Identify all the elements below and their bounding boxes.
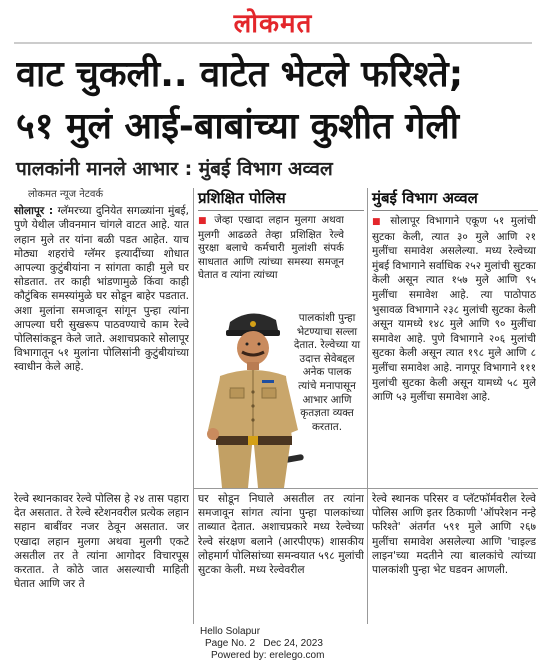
bullet-square-icon: ■ <box>372 217 384 227</box>
footer-date: Dec 24, 2023 <box>263 638 323 649</box>
column-divider-1 <box>193 188 194 624</box>
footer-page-number: Page No. 2 <box>205 638 256 649</box>
masthead-logo <box>0 4 546 40</box>
column-3-body: सोलापूर विभागाने एकूण ५१ मुलांची सुटका केली, त्यात ३० मुले आणि २१ मुलींचा समावेश असलेल्या. मध्य रेल्वेच्या मुंबई विभागाने सर्वाधिक २५२ मुलांची सुटका केली असून त्यात १५७ मुले आणि ९५ मुलींचा समावेश आहे. त्या पाठोपाठ भुसावळ विभागाने २३८ मुलांची सुटका केली असून यामध्ये १४८ मुले आणि ९० मुलींचा समावेश आहे. पुणे विभागाने २०६ मुलांची सुटका केली असून त्यात १९८ मुले आणि ८ मुलींचा समावेश आहे. नागपूर विभागाने १११ मुलांची सुटका केली असून यामध्ये ५८ मुले आणि ५३ मुलींचा समावेश आहे. <box>372 215 536 404</box>
article-paragraph-2: रेल्वे स्थानकावर रेल्वे पोलिस हे २४ तास पहारा देत असतात. ते रेल्वे स्टेशनवरील प्रत्येक लहान सहान बाबींवर नजर ठेवून असतात. जर एखादा लहान मुलगा अथवा मुलगी एकटे असतील तर ते त्यांना आगोदर विचारपूस करतात. ते कोठे जात असल्याची माहिती घेतात आणि जर ते <box>14 493 189 591</box>
column-divider-2 <box>367 188 368 624</box>
horizontal-rule <box>193 488 538 489</box>
byline: लोकमत न्यूज नेटवर्क <box>28 189 104 200</box>
headline-line-1: वाट चुकली.. वाटेत भेटले फरिश्ते; <box>16 54 464 95</box>
headline-line-2: ५१ मुलं आई-बाबांच्या कुशीत गेली <box>16 106 460 147</box>
column-4-text: घर सोडून निघाले असतील तर त्यांना समजावून सांगत त्यांना पुन्हा पालकांच्या ताब्यात देतात. अशाचप्रकारे मध्य रेल्वेच्या रेल्वे संरक्षण बलाने (आरपीएफ) शासकीय लोहमार्ग पोलिसांच्या समन्वयात ५९८ मुलांची सुटका केली. मध्य रेल्वेवरील <box>198 493 364 577</box>
footer-edition: Hello Solapur <box>200 626 261 637</box>
page-footer <box>0 626 546 669</box>
section-title-mumbai-division: मुंबई विभाग अव्वल <box>372 188 538 211</box>
article-column-2 <box>198 214 344 304</box>
column-5-text: रेल्वे स्थानक परिसर व प्लॅटफॉर्मवरील रेल्वे पोलिस आणि इतर ठिकाणी 'ऑपरेशन नन्हे फरिश्ते' अंतर्गत ५९१ मुले आणि २६७ मुलींचा समावेश असलेल्या आणि 'चाइल्ड लाइन'च्या मदतीने त्या बालकांचे त्यांच्या पालकांशी पुन्हा भेट घडवन आणली. <box>372 493 536 577</box>
column-2-body: जेव्हा एखादा लहान मुलगा अथवा मुलगी आढळते तेव्हा प्रशिक्षित रेल्वे सुरक्षा बलाचे कर्मचारी मुलांशी संपर्क साधतात आणि त्यांच्या समस्या समजून घेतात व त्यांना त्यांच्या <box>198 215 344 282</box>
column-2-text <box>198 214 344 283</box>
article-column-3 <box>372 214 536 484</box>
bullet-square-icon: ■ <box>198 216 209 226</box>
section-title-trained-police: प्रशिक्षित पोलिस <box>198 188 364 211</box>
paragraph-1-text: ग्लॅमरच्या दुनियेत सगळ्यांना मुंबई, पुणे येथील जीवनमान चांगले वाटत आहे. यात लहान मुले तर यांना बळी पडत आहेत. याच मोठ्या शहरांचे ग्लॅमर इत्यादींच्या शोधात आपल्या कुटुंबीयांना न सांगता काही मुले घर सोडतात. तर काही भांडणामुळे किंवा काही कौटुंबिक समस्यांमुळे घर सोडून बाहेर पडतात. अशा मुलांना समजावून सांगून पुन्हा त्यांना आपल्या घरी सुखरूप पाठवण्याचे काम रेल्वे पोलिसांकडून केले जाते. अशाचप्रकारे सोलापूर विभागातून ५१ मुलांना पोलिसांनी कुटुंबीयांच्या स्वाधीन केले आहे. <box>14 205 189 374</box>
article-column-5 <box>372 492 536 624</box>
dateline: सोलापूर : <box>14 205 54 218</box>
subheadline: पालकांनी मानले आभार : मुंबई विभाग अव्वल <box>16 158 333 180</box>
article-paragraph-1 <box>14 204 189 374</box>
masthead-divider <box>14 42 532 44</box>
pull-quote: पालकांशी पुन्हा भेटण्याचा सल्ला देतात. रेल्वेच्या या उदात्त सेवेबद्दल अनेक पालक त्यांचे मनापासून आभार आणि कृतज्ञता व्यक्त करतात. <box>293 312 361 433</box>
footer-powered-by[interactable]: Powered by: erelego.com <box>211 650 325 661</box>
article-column-1-continued <box>14 492 189 624</box>
masthead-title: लोकमत <box>233 9 313 39</box>
column-3-text <box>372 214 536 405</box>
article-column-1 <box>14 188 189 484</box>
article-column-4 <box>198 492 364 624</box>
footer-page-date <box>205 638 323 650</box>
